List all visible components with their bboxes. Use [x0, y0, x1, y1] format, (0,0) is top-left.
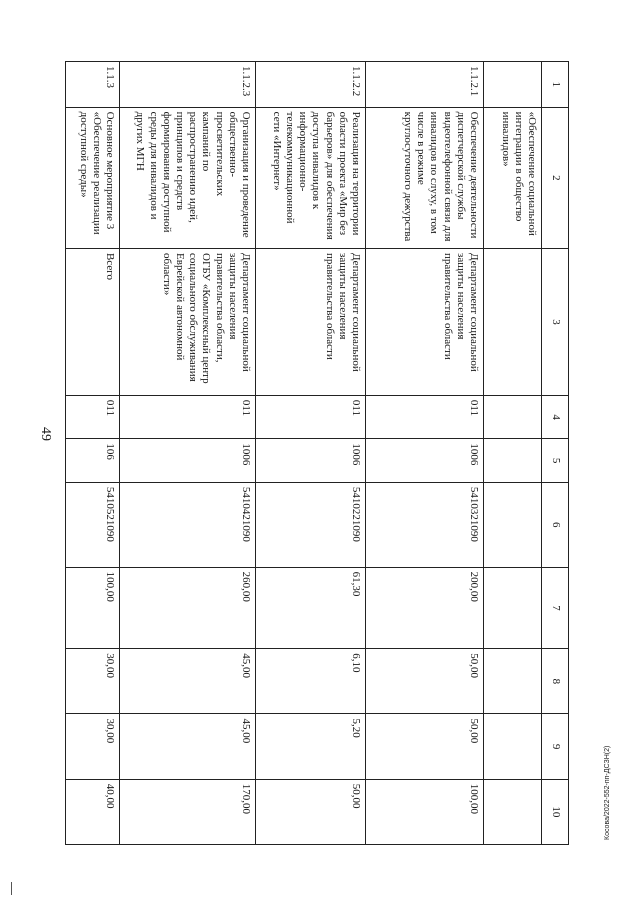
- header-cell: 8: [542, 649, 569, 714]
- header-cell: 9: [542, 714, 569, 779]
- table-cell: Департамент социальной защиты населения правительства области, ОГБУ «Комплексный центр социального обслуживания Еврейской автономной области»: [120, 249, 256, 396]
- table-cell: 1006: [366, 439, 484, 483]
- table-cell: [484, 249, 542, 396]
- header-cell: 10: [542, 779, 569, 844]
- table-cell: [484, 439, 542, 483]
- table-cell: 1006: [120, 439, 256, 483]
- table-cell: 1.1.3: [66, 62, 120, 108]
- table-header-row: [542, 62, 569, 845]
- table-row: [120, 62, 256, 845]
- document-code: Косова/2022-552-пп-ДСЗН(2): [604, 745, 611, 840]
- table-cell: 011: [366, 395, 484, 439]
- table-cell: 1.1.2.2: [256, 62, 366, 108]
- table-cell: 5410321090: [366, 482, 484, 567]
- header-cell: 7: [542, 567, 569, 649]
- table-cell: [484, 714, 542, 779]
- table-cell: [484, 649, 542, 714]
- table-cell: Реализация на территории области проекта «Мир без барьеров» для обеспечения доступа инвалидов к информационно-телекоммуникационной сети «Интернет»: [256, 107, 366, 248]
- table-cell: 45,00: [120, 714, 256, 779]
- table-cell: 011: [120, 395, 256, 439]
- table-cell: 100,00: [366, 779, 484, 844]
- table-cell: 61,30: [256, 567, 366, 649]
- budget-table: [65, 61, 569, 845]
- table-cell: Департамент социальной защиты населения правительства области: [256, 249, 366, 396]
- table-cell: «Обеспечение социальной интеграции в общество инвалидов»: [484, 107, 542, 248]
- table-row: [484, 62, 542, 845]
- table-cell: 011: [256, 395, 366, 439]
- table-cell: 100,00: [66, 567, 120, 649]
- table-cell: [484, 395, 542, 439]
- table-cell: 5,20: [256, 714, 366, 779]
- table-cell: 50,00: [366, 714, 484, 779]
- table-cell: Основное мероприятие 3 «Обеспечение реализации доступной среды»: [66, 107, 120, 248]
- header-cell: 3: [542, 249, 569, 396]
- table-cell: [484, 567, 542, 649]
- table-cell: 5410521090: [66, 482, 120, 567]
- table-cell: Организация и проведение общественно-просветительских кампаний по распространению идей, принципов и средств формирования доступной среды для инвалидов и других МГН: [120, 107, 256, 248]
- table-container: [71, 61, 569, 845]
- table-cell: 50,00: [256, 779, 366, 844]
- header-cell: 1: [542, 62, 569, 108]
- table-cell: 30,00: [66, 649, 120, 714]
- table-cell: 106: [66, 439, 120, 483]
- table-cell: 260,00: [120, 567, 256, 649]
- table-cell: 45,00: [120, 649, 256, 714]
- table-cell: 1.1.2.3: [120, 62, 256, 108]
- table-row: [256, 62, 366, 845]
- header-cell: 2: [542, 107, 569, 248]
- table-cell: 5410421090: [120, 482, 256, 567]
- table-cell: 200,00: [366, 567, 484, 649]
- header-cell: 6: [542, 482, 569, 567]
- table-row: [66, 62, 120, 845]
- table-cell: Департамент социальной защиты населения правительства области: [366, 249, 484, 396]
- table-cell: 40,00: [66, 779, 120, 844]
- header-cell: 5: [542, 439, 569, 483]
- table-cell: 30,00: [66, 714, 120, 779]
- table-cell: Обеспечение деятельности диспетчерской службы видеотелефонной связи для инвалидов по слуху, в том числе в режиме круглосуточного дежурства: [366, 107, 484, 248]
- header-cell: 4: [542, 395, 569, 439]
- page-number: 49: [38, 427, 53, 441]
- table-cell: 1.1.2.1: [366, 62, 484, 108]
- table-cell: 1006: [256, 439, 366, 483]
- table-cell: 6,10: [256, 649, 366, 714]
- table-row: [366, 62, 484, 845]
- table-cell: 5410221090: [256, 482, 366, 567]
- margin-mark: [11, 882, 12, 895]
- table-cell: [484, 62, 542, 108]
- table-cell: [484, 779, 542, 844]
- table-cell: 170,00: [120, 779, 256, 844]
- table-cell: Всего: [66, 249, 120, 396]
- table-cell: 50,00: [366, 649, 484, 714]
- table-cell: [484, 482, 542, 567]
- table-cell: 011: [66, 395, 120, 439]
